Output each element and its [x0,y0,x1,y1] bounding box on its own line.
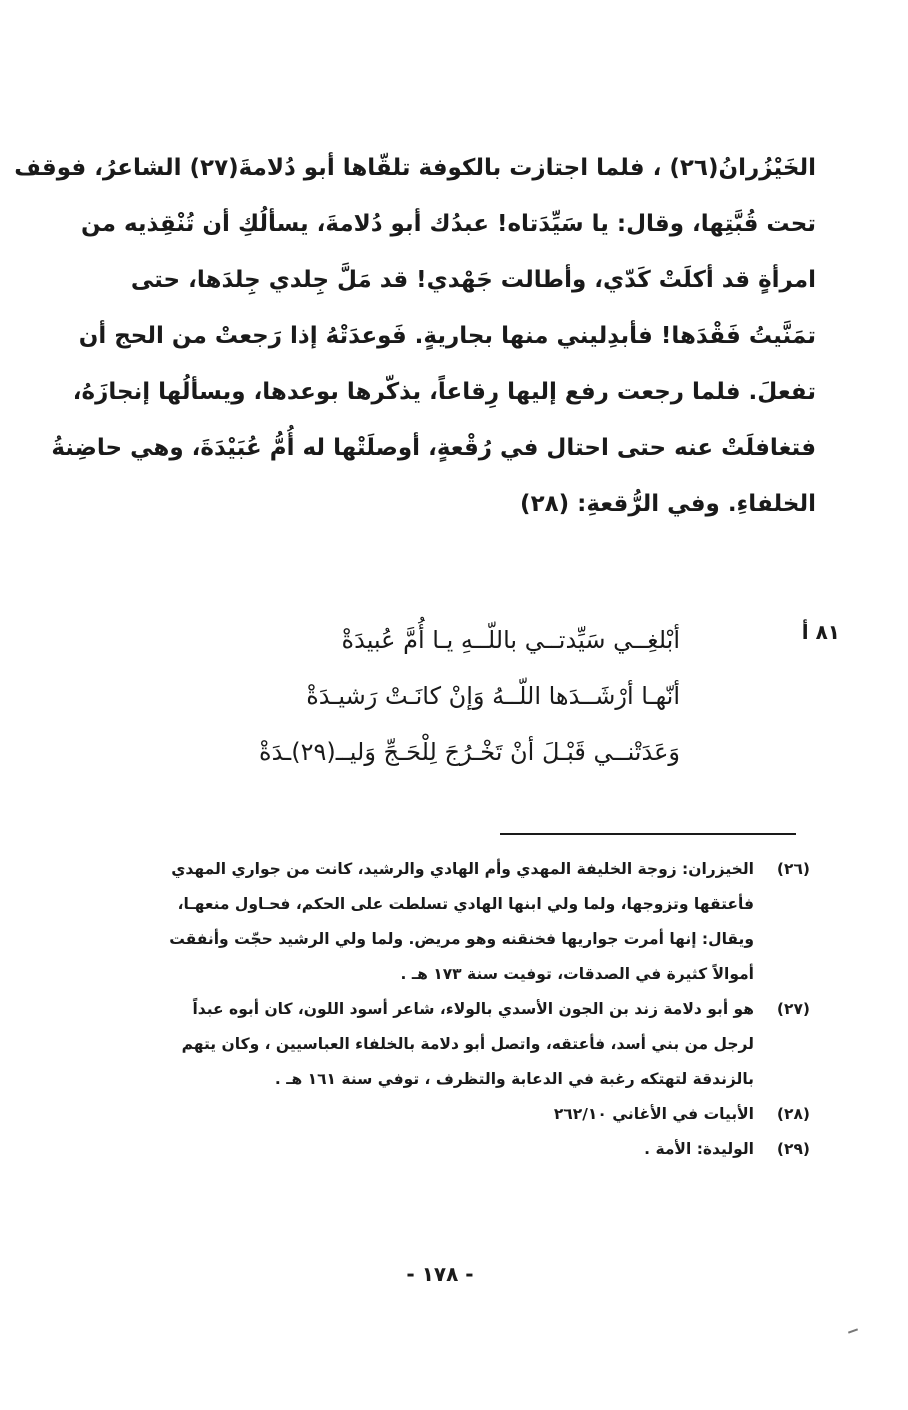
verse-line: وَعَدَتْنــي قَبْـلَ أنْ تَخْـرُجَ لِلْحَـجِّ وَليــ(٢٩)ـدَةْ [259,738,680,766]
paragraph-line: تمَنَّيتُ فَقْدَها! فأبدِليني منها بجاريةٍ. فَوعدَتْهُ إذا رَجعتْ من الحج أن [78,323,816,349]
footnote-number: (٢٨) [776,1105,810,1123]
footnote-number: (٢٦) [776,860,810,878]
footnote-line: أموالاً كثيرة في الصدقات، توفيت سنة ١٧٣ هـ . [400,965,754,983]
paragraph-line: فتغافلَتْ عنه حتى احتال في رُقْعةٍ، أوصلَتْها له أُمُّ عُبَيْدَةَ، وهي حاضِنةُ [51,435,816,461]
footnote-separator [500,833,796,835]
paragraph-line: امرأةٍ قد أكلَتْ كَدّي، وأطالت جَهْدي! قد مَلَّ جِلدي جِلدَها، حتى [130,267,816,293]
manuscript-folio-note: ٨١ أ [801,620,840,644]
footnote-28 [86,1097,810,1132]
footnote-number: (٢٧) [776,1000,810,1018]
footnote-line: الأبيات في الأغاني ٢٦٢/١٠ [553,1105,754,1123]
footnote-line: هو أبو دلامة زند بن الجون الأسدي بالولاء، شاعر أسود اللون، كان أبوه عبداً [192,1000,754,1018]
poem-verses [190,612,680,780]
footnote-line: فأعتقها وتزوجها، ولما ولي ابنها الهادي تسلطت على الحكم، فحـاول منعهـا، [177,895,754,913]
footnote-29 [86,1132,810,1167]
footnote-26 [86,852,810,992]
paragraph-line: تحت قُبَّتِها، وقال: يا سَيِّدَتاه! عبدُك أبو دُلامةَ، يسألُكِ أن تُنْقِذيه من [81,211,816,237]
footnote-line: ويقال: إنها أمرت جواريها فخنقنه وهو مريض. ولما ولي الرشيد حجّت وأنفقت [169,930,754,948]
footnote-text [86,1097,754,1132]
verse-line: أبْلغِــي سَيِّدتــي باللّــهِ يـا أُمَّ عُبيدَةْ [341,626,680,654]
footnote-line: الوليدة: الأمة . [644,1140,754,1158]
footnote-number: (٢٩) [776,1140,810,1158]
page-number: - ١٧٨ - [406,1262,474,1286]
footnotes [86,852,810,1167]
paragraph-line: الخلفاءِ. وفي الرُّقعةِ: (٢٨) [520,491,816,517]
paragraph-line: الخَيْزُرانُ(٢٦) ، فلما اجتازت بالكوفة تلقّاها أبو دُلامةَ(٢٧) الشاعرُ، فوقف [14,155,816,181]
footnote-line: بالزندقة لتهتكه رغبة في الدعابة والتظرف ، توفي سنة ١٦١ هـ . [274,1070,754,1088]
footnote-27 [86,992,810,1097]
scan-speck [848,1328,858,1333]
footnote-line: لرجل من بني أسد، فأعتقه، واتصل أبو دلامة بالخلفاء العباسيين ، وكان يتهم [181,1035,754,1053]
footnote-text [86,1132,754,1167]
footnote-line: الخيزران: زوجة الخليفة المهدي وأم الهادي والرشيد، كانت من جواري المهدي [171,860,754,878]
main-paragraph [14,140,816,532]
paragraph-line: تفعلَ. فلما رجعت رفع إليها رِقاعاً، يذكّرها بوعدها، ويسألُها إنجازَهُ، [72,379,816,405]
footnote-text [86,852,754,992]
verse-line: أنّهـا أرْشَــدَها اللّــهُ وَإنْ كانَـتْ رَشيـدَةْ [306,682,680,710]
footnote-text [86,992,754,1097]
